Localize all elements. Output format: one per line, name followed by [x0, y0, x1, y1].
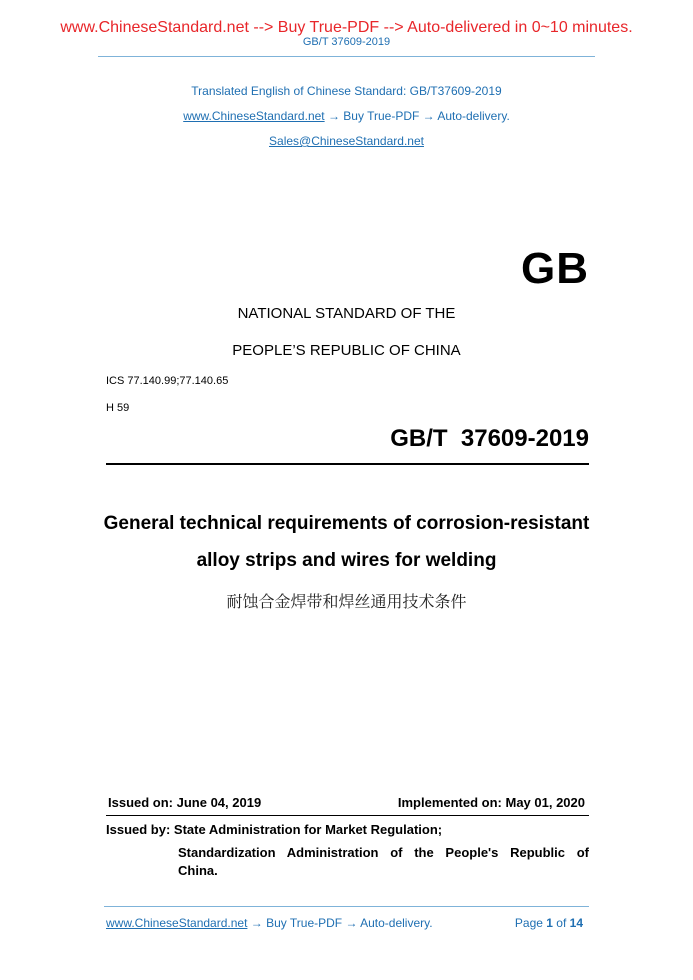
- title-chinese: 耐蚀合金焊带和焊丝通用技术条件: [226, 592, 467, 611]
- ccs-code: H 59: [106, 402, 130, 414]
- title-line-2: alloy strips and wires for welding: [196, 550, 497, 571]
- issuer-line-2: Standardization Administration of the People's Republic of: [178, 845, 589, 860]
- issued-on-date: Issued on: June 04, 2019: [108, 795, 262, 810]
- sales-email-link[interactable]: Sales@ChineseStandard.net: [269, 134, 424, 148]
- gb-mark: GB: [521, 244, 589, 293]
- header-standard-code: GB/T 37609-2019: [302, 36, 391, 48]
- intro-link-line: [0, 109, 693, 123]
- footer-buy-text: → Buy True-PDF → Auto-delivery.: [247, 916, 433, 930]
- page-indicator: [515, 916, 583, 930]
- national-standard-line-1: NATIONAL STANDARD OF THE: [237, 305, 456, 322]
- header-divider: [98, 56, 595, 57]
- sales-line: [0, 134, 693, 148]
- page-label: Page: [514, 916, 547, 930]
- footer-site-link[interactable]: www.ChineseStandard.net: [106, 916, 248, 930]
- promo-banner[interactable]: www.ChineseStandard.net --> Buy True-PDF --> Auto-delivered in 0~10 minutes.: [60, 19, 633, 36]
- issued-by-line: Issued by: State Administration for Market Regulation;: [106, 822, 443, 837]
- page-of: of: [552, 916, 570, 930]
- standard-number-divider: [106, 463, 589, 465]
- ics-code: ICS 77.140.99;77.140.65: [106, 375, 229, 387]
- title-line-1: General technical requirements of corrosion-resistant: [103, 513, 590, 534]
- page-total: 14: [569, 916, 583, 930]
- date-divider: [106, 815, 589, 816]
- translated-notice: Translated English of Chinese Standard: GB/T37609-2019: [191, 84, 502, 98]
- footer-divider: [104, 906, 589, 907]
- issuer-line-3: China.: [178, 863, 218, 878]
- national-standard-line-2: PEOPLE’S REPUBLIC OF CHINA: [232, 342, 461, 359]
- footer-link-line: [106, 916, 433, 930]
- buy-text: → Buy True-PDF → Auto-delivery.: [324, 109, 510, 123]
- standard-number: GB/T 37609-2019: [390, 425, 589, 452]
- implemented-on-date: Implemented on: May 01, 2020: [397, 795, 585, 810]
- site-link[interactable]: www.ChineseStandard.net: [183, 109, 325, 123]
- page-current: 1: [546, 916, 553, 930]
